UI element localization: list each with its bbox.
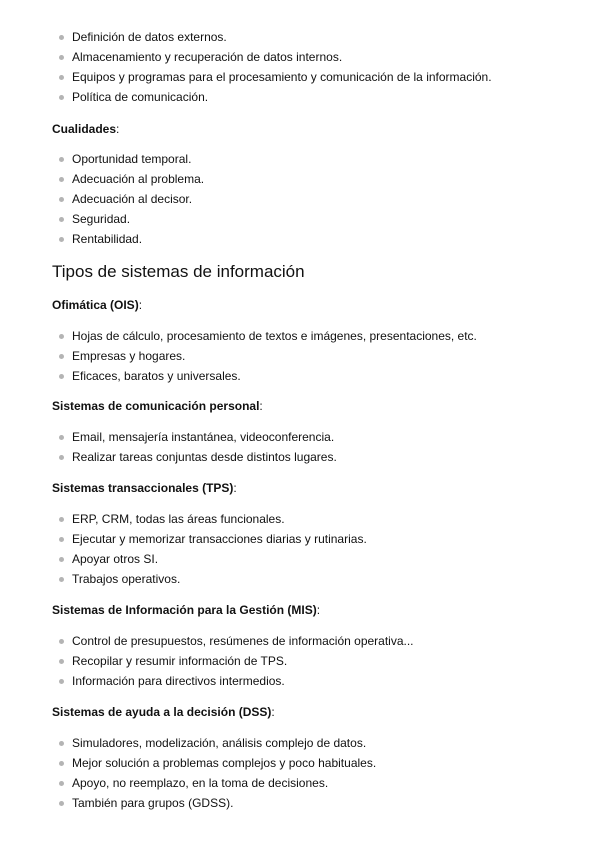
bullet-icon <box>59 197 64 202</box>
bullet-icon <box>59 659 64 664</box>
bullet-icon <box>59 761 64 766</box>
bullet-icon <box>59 177 64 182</box>
top-bullet-list <box>0 27 492 107</box>
bullet-icon <box>59 55 64 60</box>
bullet-icon <box>59 557 64 562</box>
list-item: Oportunidad temporal. <box>0 149 204 169</box>
list-item: Simuladores, modelización, análisis complejo de datos. <box>0 733 376 753</box>
list-item: Mejor solución a problemas complejos y poco habituales. <box>0 753 376 773</box>
bullet-icon <box>59 35 64 40</box>
section-label-personal-communication: Sistemas de comunicación personal: <box>52 399 263 413</box>
bullet-icon <box>59 95 64 100</box>
bullet-icon <box>59 75 64 80</box>
list-item: También para grupos (GDSS). <box>0 793 376 813</box>
bullet-icon <box>59 801 64 806</box>
bullet-icon <box>59 217 64 222</box>
bullet-icon <box>59 577 64 582</box>
list-item: Hojas de cálculo, procesamiento de textos e imágenes, presentaciones, etc. <box>0 326 477 346</box>
list-item: Definición de datos externos. <box>0 27 492 47</box>
list-item: Trabajos operativos. <box>0 569 367 589</box>
list-item: Realizar tareas conjuntas desde distintos lugares. <box>0 447 337 467</box>
bullet-icon <box>59 741 64 746</box>
personal-communication-list <box>0 427 337 467</box>
bullet-icon <box>59 435 64 440</box>
bullet-icon <box>59 517 64 522</box>
list-item: Control de presupuestos, resúmenes de información operativa... <box>0 631 414 651</box>
bullet-icon <box>59 537 64 542</box>
list-item: Equipos y programas para el procesamiento y comunicación de la información. <box>0 67 492 87</box>
qualities-list <box>0 149 204 249</box>
list-item: ERP, CRM, todas las áreas funcionales. <box>0 509 367 529</box>
section-label-ois: Ofimática (OIS): <box>52 298 143 312</box>
dss-list <box>0 733 376 813</box>
ois-list <box>0 326 477 386</box>
section-label-mis: Sistemas de Información para la Gestión (MIS): <box>52 603 321 617</box>
list-item: Almacenamiento y recuperación de datos internos. <box>0 47 492 67</box>
list-item: Adecuación al problema. <box>0 169 204 189</box>
section-label-tps: Sistemas transaccionales (TPS): <box>52 481 237 495</box>
bullet-icon <box>59 781 64 786</box>
bullet-icon <box>59 157 64 162</box>
list-item: Seguridad. <box>0 209 204 229</box>
bullet-icon <box>59 639 64 644</box>
list-item: Política de comunicación. <box>0 87 492 107</box>
list-item: Recopilar y resumir información de TPS. <box>0 651 414 671</box>
bullet-icon <box>59 354 64 359</box>
qualities-label: Cualidades: <box>52 122 120 136</box>
mis-list <box>0 631 414 691</box>
section-label-dss: Sistemas de ayuda a la decisión (DSS): <box>52 705 275 719</box>
list-item: Adecuación al decisor. <box>0 189 204 209</box>
list-item: Ejecutar y memorizar transacciones diarias y rutinarias. <box>0 529 367 549</box>
list-item: Información para directivos intermedios. <box>0 671 414 691</box>
section-heading: Tipos de sistemas de información <box>52 262 305 281</box>
list-item: Empresas y hogares. <box>0 346 477 366</box>
list-item: Apoyo, no reemplazo, en la toma de decisiones. <box>0 773 376 793</box>
bullet-icon <box>59 455 64 460</box>
list-item: Rentabilidad. <box>0 229 204 249</box>
bullet-icon <box>59 334 64 339</box>
list-item: Eficaces, baratos y universales. <box>0 366 477 386</box>
list-item: Apoyar otros SI. <box>0 549 367 569</box>
bullet-icon <box>59 374 64 379</box>
bullet-icon <box>59 679 64 684</box>
tps-list <box>0 509 367 589</box>
list-item: Email, mensajería instantánea, videoconferencia. <box>0 427 337 447</box>
bullet-icon <box>59 237 64 242</box>
